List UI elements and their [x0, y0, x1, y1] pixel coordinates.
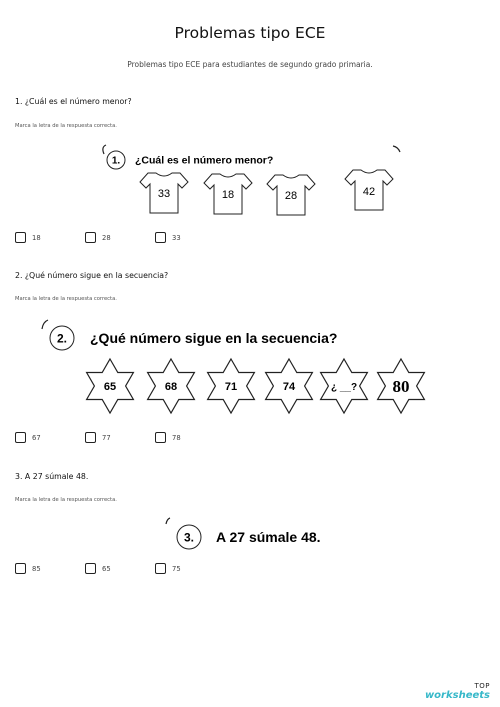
- question-3-image-number: 3.: [183, 530, 195, 545]
- star-number: 74: [282, 381, 296, 393]
- option-label: 75: [172, 564, 181, 573]
- shirt-number: 18: [221, 189, 235, 201]
- option-label: 85: [32, 564, 41, 573]
- option-label: 33: [172, 233, 181, 242]
- question-2-text: 2. ¿Qué número sigue en la secuencia?: [15, 271, 169, 280]
- option-label: 65: [102, 564, 111, 573]
- page-title: Problemas tipo ECE: [174, 24, 326, 42]
- shirt-number: 33: [157, 188, 171, 200]
- logo-top: TOP: [474, 682, 490, 690]
- question-1-instruction: Marca la letra de la respuesta correcta.: [15, 123, 117, 129]
- shirt-number: 28: [284, 190, 298, 202]
- question-2-instruction: Marca la letra de la respuesta correcta.: [15, 296, 117, 302]
- option-label: 67: [32, 433, 41, 442]
- star-number: 80: [392, 377, 410, 396]
- logo-name: worksheets: [424, 690, 490, 701]
- shirt-number: 42: [362, 186, 376, 198]
- question-2-image-title: ¿Qué número sigue en la secuencia?: [90, 330, 338, 346]
- option-label: 77: [102, 433, 111, 442]
- question-1-text: 1. ¿Cuál es el número menor?: [15, 97, 132, 106]
- question-3-image-title: A 27 súmale 48.: [216, 529, 321, 545]
- star-number: 68: [164, 381, 178, 393]
- question-3-instruction: Marca la letra de la respuesta correcta.: [15, 497, 117, 503]
- star-number: 65: [103, 381, 117, 393]
- option-label: 18: [32, 233, 41, 242]
- option-3c[interactable]: [155, 563, 181, 574]
- topworksheets-logo[interactable]: [425, 682, 490, 701]
- question-2-image-number: 2.: [56, 331, 68, 346]
- option-label: 28: [102, 233, 111, 242]
- star-number: ¿ __?: [330, 382, 358, 393]
- checkbox[interactable]: [15, 563, 26, 574]
- checkbox[interactable]: [155, 563, 166, 574]
- star-number: 71: [224, 381, 238, 393]
- checkbox[interactable]: [85, 563, 96, 574]
- bracket-mark: [166, 518, 170, 524]
- option-label: 78: [172, 433, 181, 442]
- question-1-image-number: 1.: [111, 155, 121, 167]
- page-subtitle: Problemas tipo ECE para estudiantes de segundo grado primaria.: [127, 60, 373, 69]
- option-3b[interactable]: [85, 563, 111, 574]
- question-1-image-title: ¿Cuál es el número menor?: [135, 154, 274, 167]
- option-3a[interactable]: [15, 563, 41, 574]
- question-3-text: 3. A 27 súmale 48.: [15, 472, 89, 481]
